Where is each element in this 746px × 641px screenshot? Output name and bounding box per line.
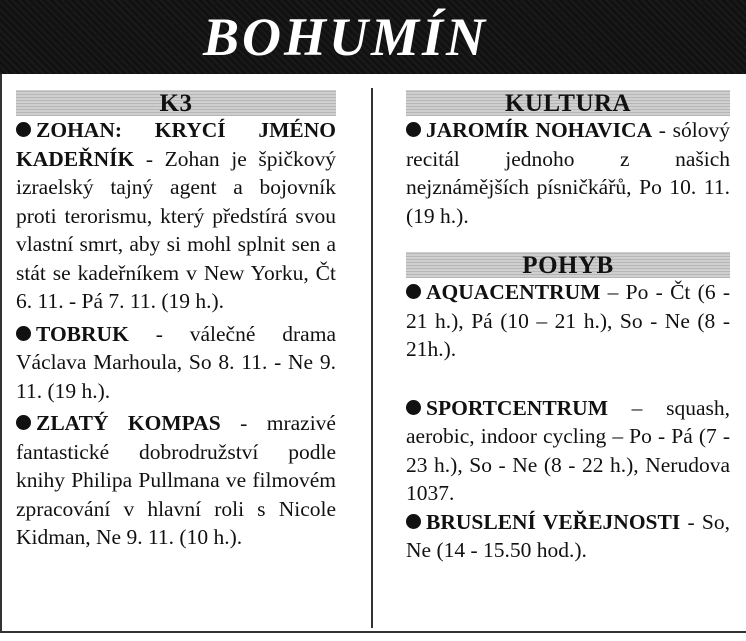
bullet-icon [406,400,421,415]
event-title: JAROMÍR NOHAVICA [426,118,653,142]
event-item [406,394,730,508]
event-title: ZLATÝ KOMPAS [36,411,221,435]
event-item [406,116,730,230]
spacer [406,364,730,394]
event-title: AQUACENTRUM [426,280,601,304]
bullet-icon [16,415,31,430]
bullet-icon [406,122,421,137]
event-description: - válečné drama Václava Marhoula, So 8. 11. - Ne 9. 11. (19 h.). [16,321,336,403]
event-description: - So, Ne (14 - 15.50 hod.). [406,509,731,562]
bullet-icon [16,326,31,341]
event-description: – Po - Čt (6 - 21 h.), Pá (10 – 21 h.), So - Ne (8 - 21h.). [406,280,730,361]
bullet-icon [406,284,421,299]
section-heading-k3: K3 [16,90,336,116]
event-item [406,508,730,565]
spacer [406,230,730,252]
event-list-pohyb [406,278,730,565]
right-column [406,90,730,565]
bullet-icon [16,122,31,137]
event-description: - mrazivé fantastické dobrodružství podle knihy Philipa Pullmana ve filmovém zpracování v hlavní roli s Nicole Kidman, Ne 9. 11. (10 h.). [16,411,336,549]
section-heading-pohyb: POHYB [406,252,730,278]
event-description: - sólový recitál jednoho z našich nejznámějších písničkářů, Po 10. 11. (19 h.). [406,118,730,228]
page-title: BOHUMÍN [203,7,489,67]
masthead [0,0,746,74]
event-item [16,116,336,316]
event-item [16,409,336,552]
column-divider [371,88,373,628]
event-title: TOBRUK [36,321,129,346]
event-list-k3 [16,116,336,552]
event-description: - Zohan je špičkový izraelský tajný agent a bojovník proti terorismu, který předstírá svou vlastní smrt, aby si mohl splnit sen a stát se kadeřníkem v New Yorku, Čt 6. 11. - Pá 7. 11. (19 h.). [16,146,336,313]
event-description: – squash, aerobic, indoor cycling – Po - Pá (7 - 23 h.), So - Ne (8 - 22 h.), Nerudova 1037. [406,395,730,505]
section-kultura [406,90,730,230]
event-list-kultura [406,116,730,230]
event-item [406,278,730,364]
section-heading-kultura: KULTURA [406,90,730,116]
event-item [16,320,336,406]
section-k3 [16,90,336,552]
event-title: ZOHAN: KRYCÍ JMÉNO KADEŘNÍK [16,118,336,171]
section-pohyb [406,252,730,565]
bullet-icon [406,514,421,529]
event-title: SPORTCENTRUM [426,395,609,420]
event-title: BRUSLENÍ VEŘEJNOSTI [426,509,681,534]
